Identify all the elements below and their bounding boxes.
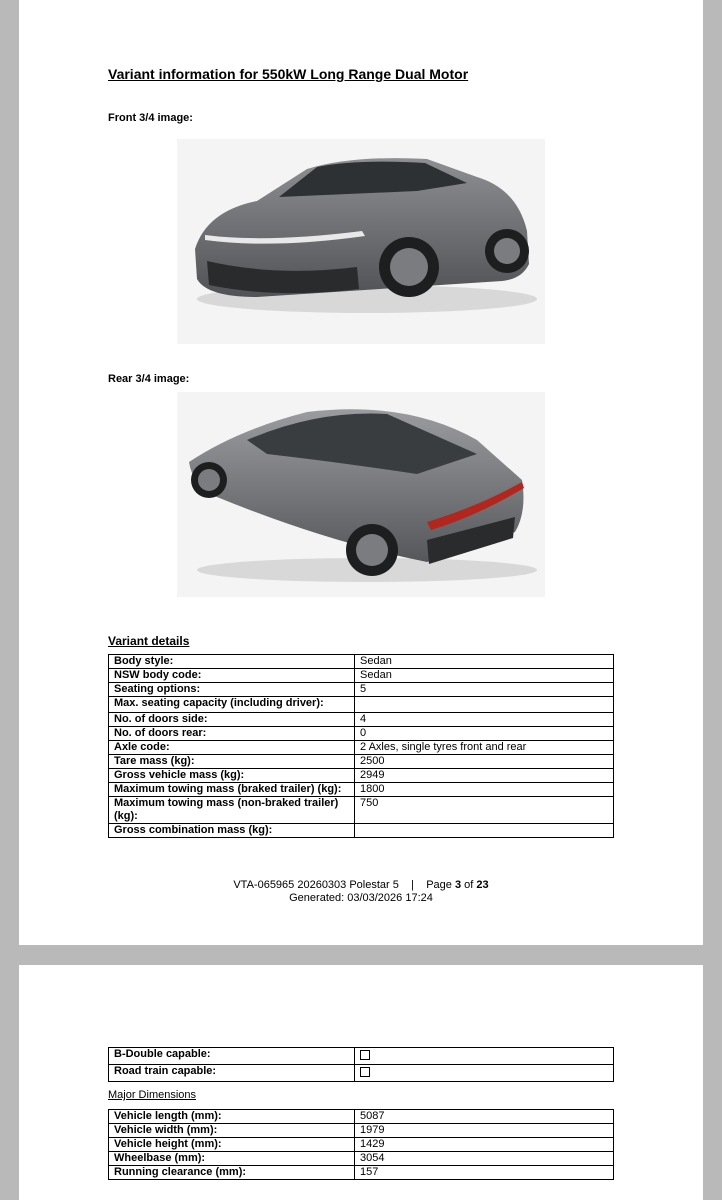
spec-value — [355, 1065, 614, 1082]
table-row — [109, 683, 614, 697]
spec-key: No. of doors side: — [109, 713, 355, 727]
rear-three-quarter-photo — [177, 392, 545, 597]
table-row — [109, 1152, 614, 1166]
page-title: Variant information for 550kW Long Range Dual Motor — [108, 66, 469, 82]
of-word: of — [464, 879, 474, 891]
spec-key: Running clearance (mm): — [109, 1166, 355, 1180]
page-number: 3 — [454, 879, 462, 891]
front-image-label: Front 3/4 image: — [108, 112, 193, 124]
spec-value: 4 — [355, 713, 614, 727]
spec-key: Road train capable: — [109, 1065, 355, 1082]
spec-key: B-Double capable: — [109, 1048, 355, 1065]
spec-value: 750 — [355, 797, 614, 824]
spec-value: Sedan — [355, 655, 614, 669]
capabilities-table — [108, 1047, 614, 1082]
spec-value: 1800 — [355, 783, 614, 797]
table-row — [109, 1138, 614, 1152]
spec-value: 5087 — [355, 1110, 614, 1124]
spec-key: Seating options: — [109, 683, 355, 697]
spec-value: 1429 — [355, 1138, 614, 1152]
spec-value: Sedan — [355, 669, 614, 683]
spec-key: Vehicle length (mm): — [109, 1110, 355, 1124]
footer-line-1 — [19, 879, 703, 892]
table-row — [109, 755, 614, 769]
document-reference: VTA-065965 20260303 Polestar 5 — [233, 879, 399, 891]
spec-value: 0 — [355, 727, 614, 741]
front-three-quarter-photo — [177, 139, 545, 344]
spec-value: 2 Axles, single tyres front and rear — [355, 741, 614, 755]
spec-value — [355, 1048, 614, 1065]
table-row — [109, 655, 614, 669]
document-page-4 — [19, 965, 703, 1200]
table-row — [109, 1048, 614, 1065]
spec-key: Gross combination mass (kg): — [109, 824, 355, 838]
spec-value: 5 — [355, 683, 614, 697]
spec-key: Vehicle width (mm): — [109, 1124, 355, 1138]
spec-key: Body style: — [109, 655, 355, 669]
page-word: Page — [426, 879, 452, 891]
spec-value: 157 — [355, 1166, 614, 1180]
generated-timestamp: Generated: 03/03/2026 17:24 — [289, 892, 433, 904]
variant-details-table — [108, 654, 614, 838]
table-row — [109, 797, 614, 824]
spec-key: Vehicle height (mm): — [109, 1138, 355, 1152]
table-row — [109, 783, 614, 797]
table-row — [109, 1166, 614, 1180]
table-row — [109, 1065, 614, 1082]
major-dimensions-table — [108, 1109, 614, 1180]
spec-key: Max. seating capacity (including driver): — [109, 697, 355, 713]
document-page-3 — [19, 0, 703, 945]
spec-value — [355, 697, 614, 713]
spec-key: Axle code: — [109, 741, 355, 755]
table-row — [109, 713, 614, 727]
spec-key: Wheelbase (mm): — [109, 1152, 355, 1166]
spec-value: 3054 — [355, 1152, 614, 1166]
table-row — [109, 697, 614, 713]
table-row — [109, 669, 614, 683]
b-double-checkbox[interactable] — [360, 1050, 370, 1060]
spec-value: 1979 — [355, 1124, 614, 1138]
footer-separator: | — [411, 879, 414, 891]
spec-key: Maximum towing mass (braked trailer) (kg): — [109, 783, 355, 797]
table-row — [109, 741, 614, 755]
page-total: 23 — [476, 879, 489, 891]
table-row — [109, 1110, 614, 1124]
spec-value: 2949 — [355, 769, 614, 783]
table-row — [109, 1124, 614, 1138]
spec-key: No. of doors rear: — [109, 727, 355, 741]
spec-key: Gross vehicle mass (kg): — [109, 769, 355, 783]
road-train-checkbox[interactable] — [360, 1067, 370, 1077]
major-dimensions-heading: Major Dimensions — [108, 1089, 197, 1101]
page-footer — [19, 879, 703, 905]
spec-value — [355, 824, 614, 838]
spec-key: Tare mass (kg): — [109, 755, 355, 769]
spec-key: Maximum towing mass (non-braked trailer) (kg): — [109, 797, 355, 824]
variant-details-heading: Variant details — [108, 634, 190, 648]
spec-value: 2500 — [355, 755, 614, 769]
table-row — [109, 769, 614, 783]
rear-image-label: Rear 3/4 image: — [108, 373, 190, 385]
table-row — [109, 727, 614, 741]
spec-key: NSW body code: — [109, 669, 355, 683]
table-row — [109, 824, 614, 838]
